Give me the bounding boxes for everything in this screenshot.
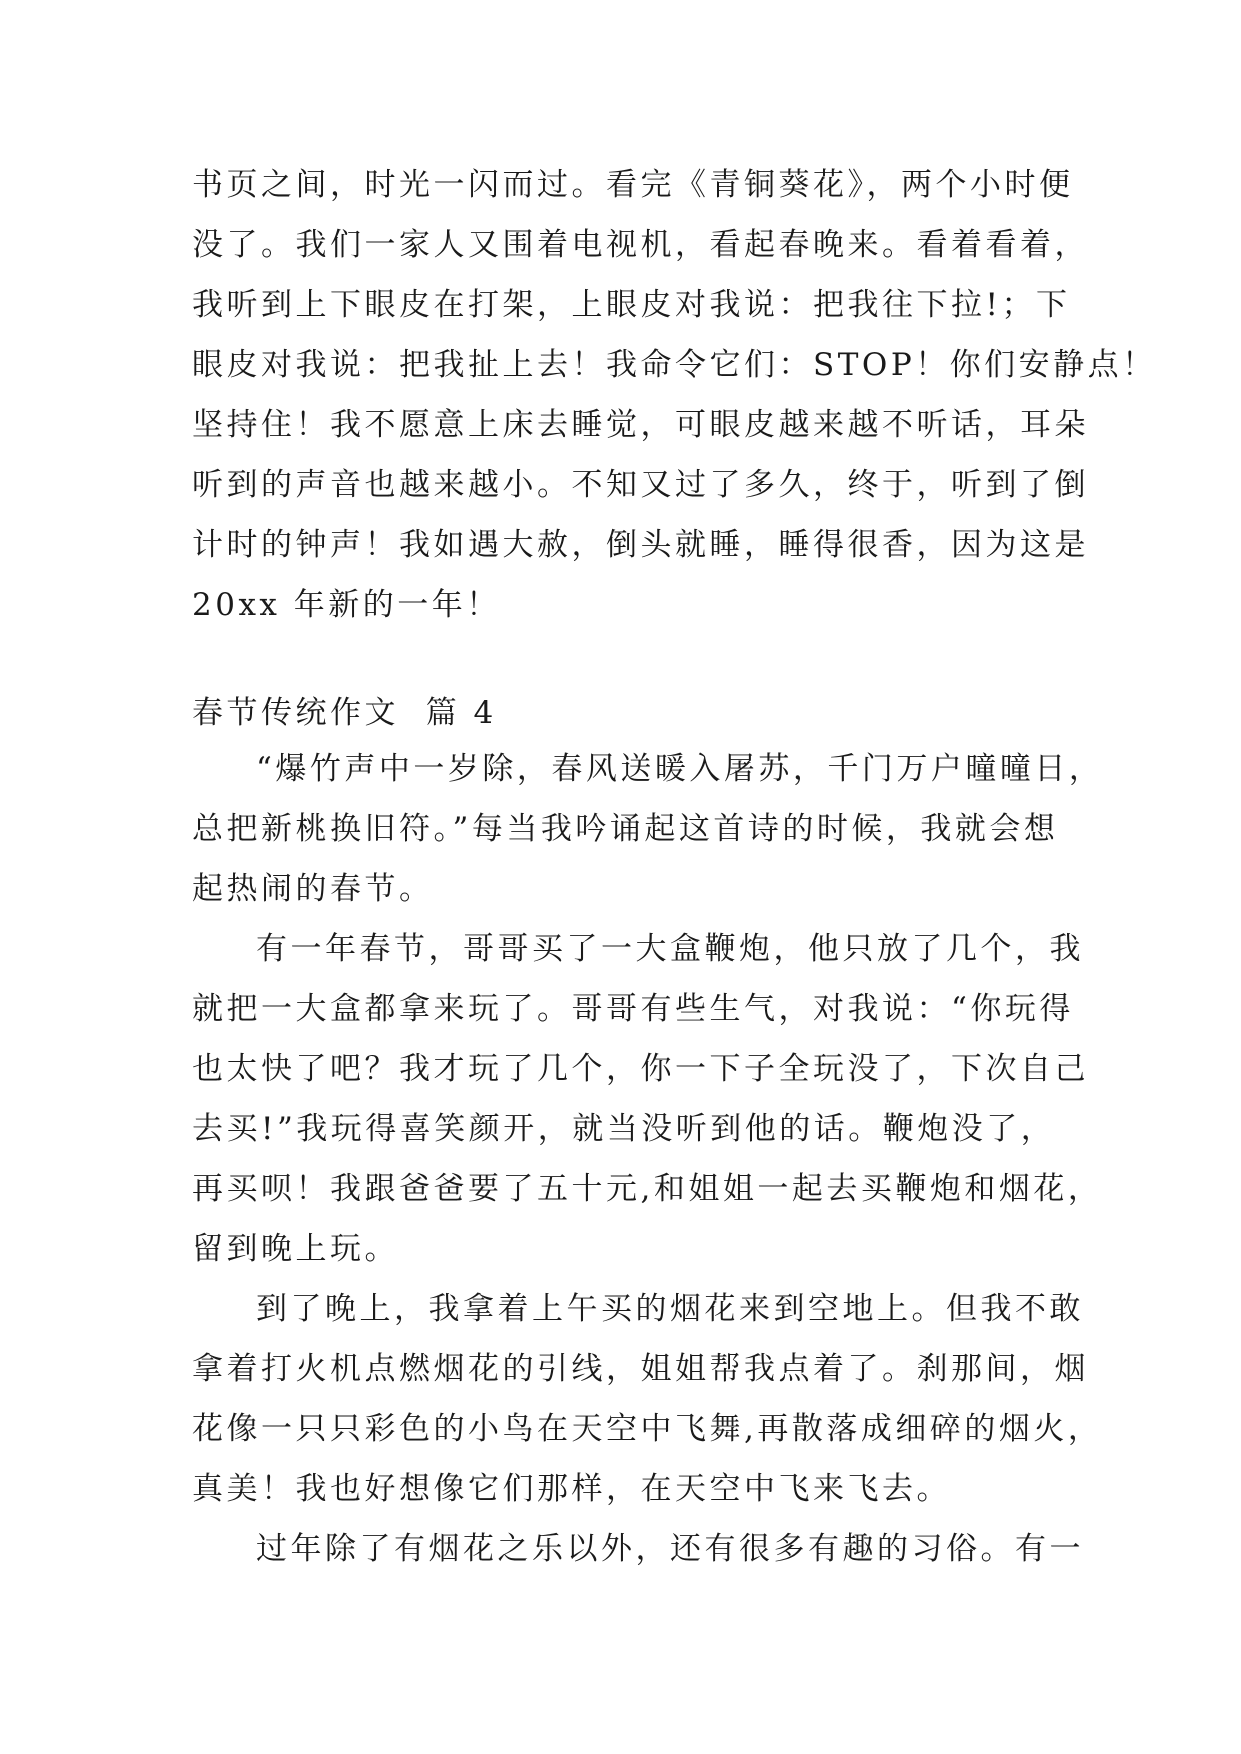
text-line: 没了。我们一家人又围着电视机，看起春晚来。看着看着，: [192, 227, 1089, 263]
text-line: 花像一只只彩色的小鸟在天空中飞舞,再散落成细碎的烟火，: [192, 1411, 1103, 1447]
essay-body: [192, 739, 1104, 1579]
text-line: 20xx 年新的一年！: [192, 587, 501, 623]
text-line: 就把一大盒都拿来玩了。哥哥有些生气，对我说：“你玩得: [192, 991, 1074, 1027]
text-line: 我听到上下眼皮在打架，上眼皮对我说：把我往下拉!；下: [192, 287, 1071, 323]
text-line: “爆竹声中一岁除，春风送暖入屠苏，千门万户曈曈日，: [256, 751, 1104, 787]
text-line: 坚持住！我不愿意上床去睡觉，可眼皮越来越不听话，耳朵: [192, 407, 1089, 443]
text-line: 过年除了有烟花之乐以外，还有很多有趣的习俗。有一: [256, 1531, 1084, 1567]
paragraph-2: [192, 919, 1103, 1279]
text-line: 也太快了吧？我才玩了几个，你一下子全玩没了，下次自己: [192, 1051, 1089, 1087]
text-line: 听到的声音也越来越小。不知又过了多久，终于，听到了倒: [192, 467, 1089, 503]
text-line: 有一年春节，哥哥买了一大盒鞭炮，他只放了几个，我: [256, 931, 1084, 967]
text-line: 再买呗！我跟爸爸要了五十元,和姐姐一起去买鞭炮和烟花，: [192, 1171, 1103, 1207]
text-line: 总把新桃换旧符。”每当我吟诵起这首诗的时候，我就会想: [192, 811, 1059, 847]
continued-paragraph: [192, 155, 1157, 635]
text-line: 眼皮对我说：把我扯上去！我命令它们：STOP！你们安静点！: [192, 347, 1157, 383]
paragraph-3: [192, 1279, 1103, 1519]
text-line: 真美！我也好想像它们那样，在天空中飞来飞去。: [192, 1471, 951, 1507]
text-line: 书页之间，时光一闪而过。看完《青铜葵花》，两个小时便: [192, 167, 1074, 203]
text-line: 起热闹的春节。: [192, 871, 434, 907]
text-line: 去买!”我玩得喜笑颜开，就当没听到他的话。鞭炮没了，: [192, 1111, 1056, 1147]
text-line: 留到晚上玩。: [192, 1231, 399, 1267]
section-title: 春节传统作文 篇 4: [192, 695, 497, 731]
text-line: 到了晚上，我拿着上午买的烟花来到空地上。但我不敢: [256, 1291, 1084, 1327]
text-line: 计时的钟声！我如遇大赦，倒头就睡，睡得很香，因为这是: [192, 527, 1089, 563]
section-title-block: [192, 683, 1052, 743]
paragraph-1: [192, 739, 1104, 919]
paragraph-4: [192, 1519, 1084, 1579]
text-line: 拿着打火机点燃烟花的引线，姐姐帮我点着了。刹那间，烟: [192, 1351, 1089, 1387]
